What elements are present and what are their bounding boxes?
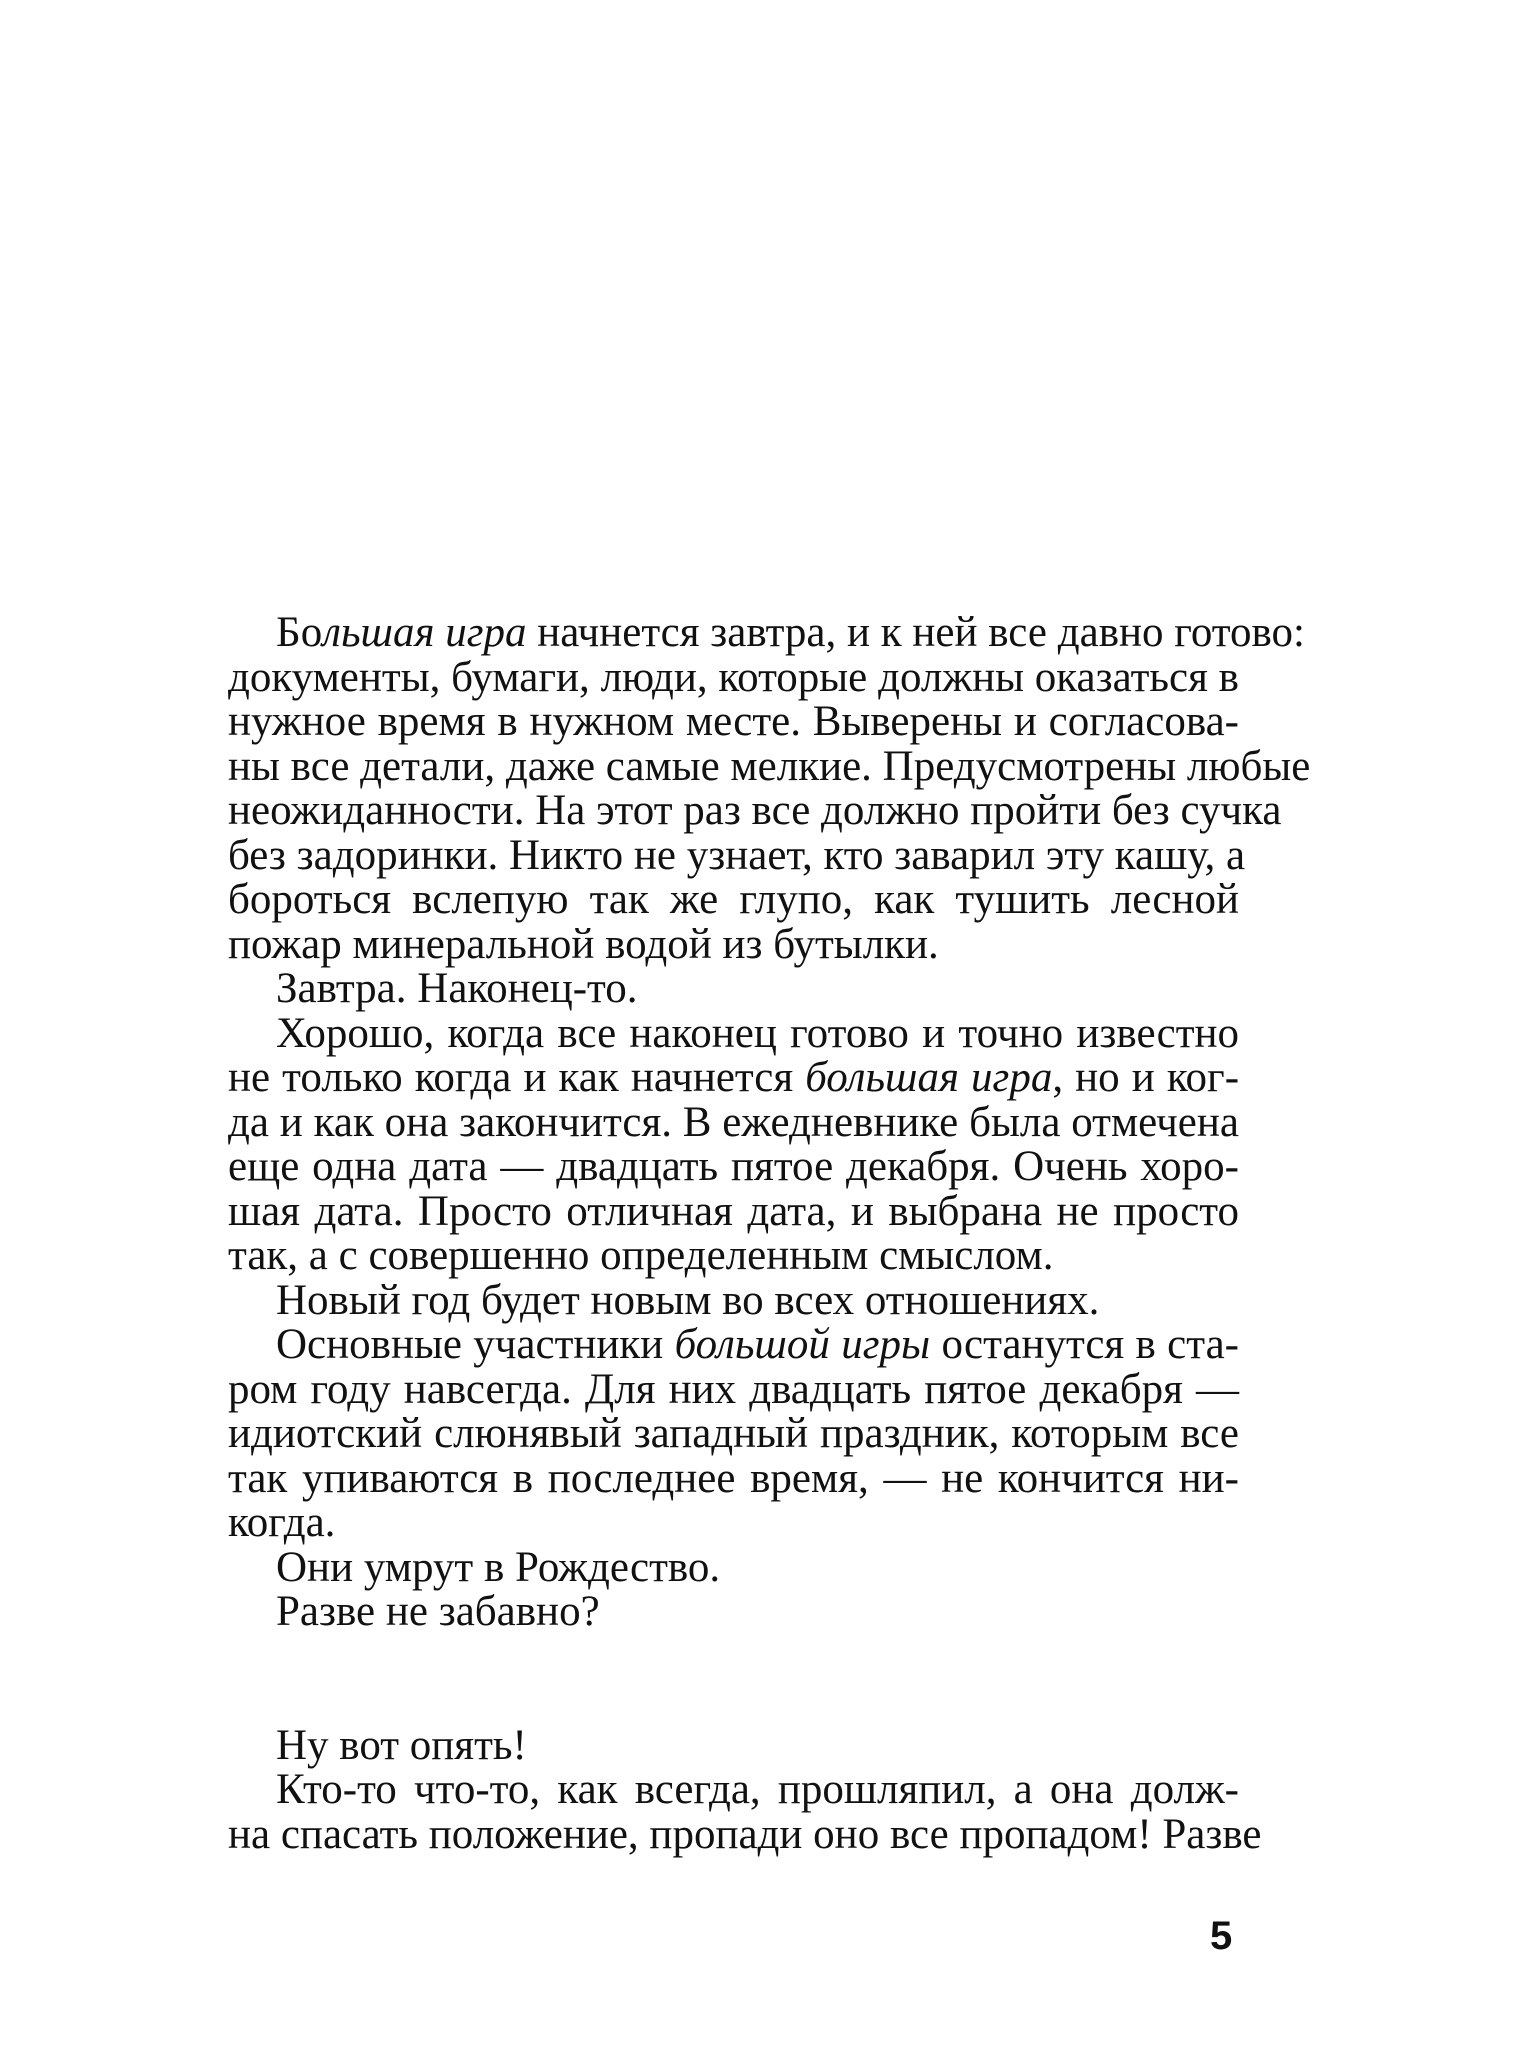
- text-line: документы, бумаги, люди, которые должны оказаться в: [228, 653, 1239, 701]
- italic-phrase: большая игра: [805, 1054, 1053, 1101]
- text-line: [228, 609, 1305, 656]
- text-line: Разве не забавно?: [276, 1588, 600, 1635]
- text-run: Бо: [276, 609, 323, 656]
- text-line: нужное время в нужном месте. Выверены и согласова-: [228, 698, 1239, 745]
- text-line: [228, 1056, 1239, 1101]
- italic-phrase: большой игры: [674, 1321, 931, 1368]
- text-line: Новый год будет новым во всех отношениях.: [276, 1276, 1100, 1324]
- text-line: Кто-то что-то, как всегда, прошляпил, а она долж-: [276, 1766, 1239, 1813]
- text-line: так, а с совершенно определенным смыслом.: [228, 1232, 1054, 1279]
- text-line: идиотский слюнявый западный праздник, которым все: [228, 1410, 1239, 1457]
- text-line: да и как она закончится. В ежедневнике была отмечена: [228, 1098, 1239, 1146]
- text-run: , но и ког-: [1052, 1054, 1240, 1101]
- text-run: Основные участники: [276, 1321, 675, 1368]
- text-line: когда.: [228, 1499, 336, 1546]
- text-line: [228, 1323, 1239, 1368]
- section-break: [228, 1635, 1239, 1724]
- text-line: на спасать положение, пропади оно все пропадом! Разве: [228, 1810, 1262, 1858]
- text-line: Ну вот опять!: [276, 1721, 527, 1769]
- text-line: неожиданности. На этот раз все должно пройти без сучка: [228, 787, 1282, 834]
- text-line: ром году навсегда. Для них двадцать пятое декабря —: [228, 1365, 1239, 1413]
- text-run: начнется завтра, и к ней все давно готово:: [526, 609, 1305, 656]
- text-line: пожар минеральной водой из бутылки.: [228, 920, 939, 968]
- page-number: 5: [1210, 1914, 1233, 1958]
- text-line: Завтра. Наконец-то.: [276, 965, 638, 1012]
- text-line: Хорошо, когда все наконец готово и точно известно: [276, 1009, 1239, 1057]
- text-line: так упиваются в последнее время, — не кончится ни-: [228, 1454, 1239, 1502]
- text-line: Они умрут в Рождество.: [276, 1543, 721, 1591]
- text-run: останутся в ста-: [930, 1321, 1239, 1368]
- text-line: шая дата. Просто отличная дата, и выбрана не просто: [228, 1187, 1239, 1235]
- text-run: не только когда и как начнется: [228, 1054, 806, 1101]
- text-line: без задоринки. Никто не узнает, кто заварил эту кашу, а: [228, 831, 1246, 879]
- text-line: бороться вслепую так же глупо, как тушить лесной: [228, 876, 1239, 923]
- text-line: еще одна дата — двадцать пятое декабря. Очень хоро-: [228, 1143, 1239, 1190]
- body-text: [228, 609, 1311, 1858]
- italic-phrase: льшая игра: [322, 609, 527, 656]
- text-line: ны все детали, даже самые мелкие. Предусмотрены любые: [228, 742, 1311, 790]
